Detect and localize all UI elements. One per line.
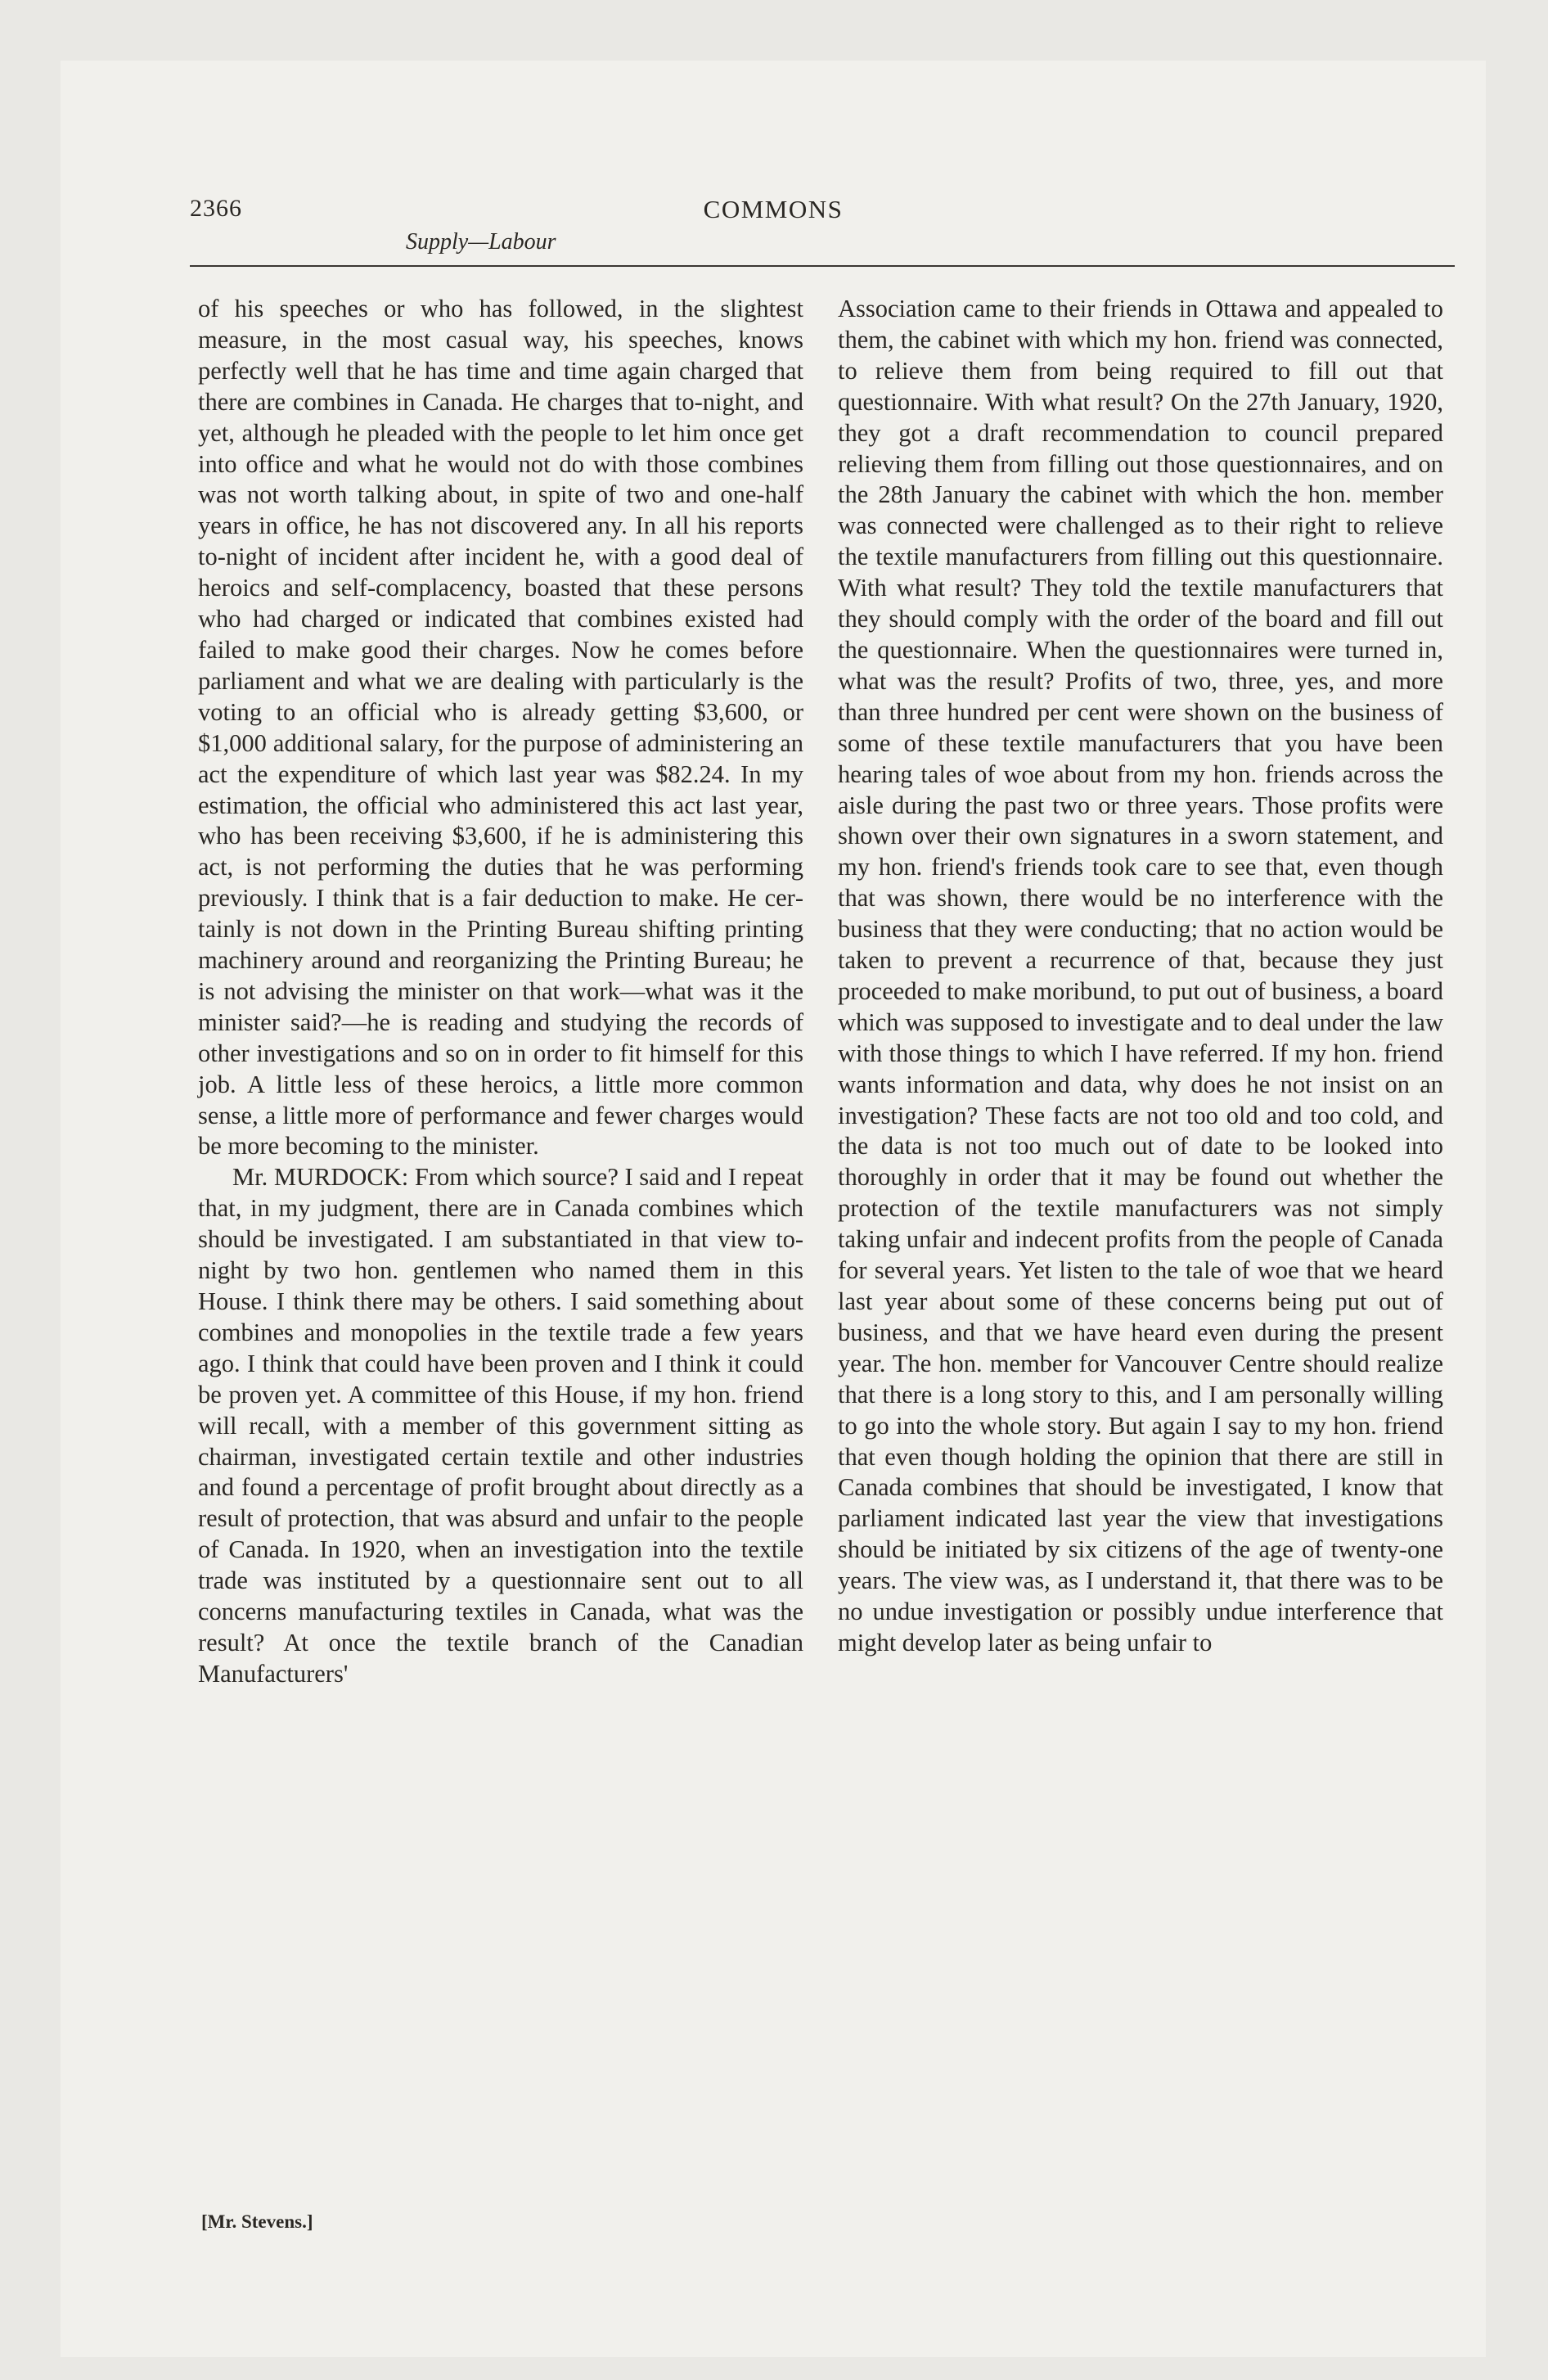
header-rule xyxy=(190,265,1455,267)
page xyxy=(61,61,1486,2357)
speaker-attribution: [Mr. Stevens.] xyxy=(201,2211,313,2232)
right-column xyxy=(838,294,1443,1659)
paragraph: of his speeches or who has followed, in the slightest measure, in the most casual way, his speeches, knows perfectly well that he has time and time again charged that there are combines in Canada. He charges that to-night, and yet, although he pleaded with the people to let him once get into office and what he would not do with those combines was not worth talking about, in spite of two and one-half years in office, he has not discovered any. In all his reports to-night of incident after incident he, with a good deal of heroics and self-complacency, boasted that these persons who had charged or indicated that combines existed had failed to make good their charges. Now he comes before parliament and what we are dealing with particularly is the voting to an official who is already getting $3,600, or $1,000 additional salary, for the purpose of administering an act the expenditure of which last year was $82.24. In my estimation, the official who administered this act last year, who has been receiving $3,600, if he is administering this act, is not performing the duties that he was performing previously. I think that is a fair deduction to make. He certainly is not down in the Printing Bureau shifting printing machinery around and reorganizing the Printing Bureau; he is not advising the minister on that work—what was it the minister said?—he is reading and studying the records of other investigations and so on in order to fit himself for this job. A little less of these heroics, a little more common sense, a little more of performance and fewer charges would be more becoming to the minister. xyxy=(198,295,803,1161)
page-number: 2366 xyxy=(190,195,242,222)
left-column xyxy=(198,294,803,1690)
running-head: COMMONS xyxy=(703,195,844,223)
paragraph-murdock: Mr. MURDOCK: From which source? I said and I repeat that, in my judgment, there are in Canada combines which should be investigated. I am substantiated in that view to-night by two hon. gentlemen who named them in this House. I think there may be others. I said something about combines and monopolies in the textile trade a few years ago. I think that could have been proven and I think it could be proven yet. A committee of this House, if my hon. friend will recall, with a member of this government sitting as chairman, investigated certain textile and other industries and found a percentage of profit brought about directly as a result of protection, that was absurd and unfair to the people of Canada. In 1920, when an investigation into the textile trade was instituted by a questionnaire sent out to all concerns manufacturing textiles in Canada, what was the result? At once the textile branch of the Canadian Manufacturers' xyxy=(198,1163,803,1688)
paragraph: Association came to their friends in Ottawa and appealed to them, the cabinet with which my hon. friend was connected, to relieve them from being required to fill out that questionnaire. With what result? On the 27th January, 1920, they got a draft recommendation to council prepared relieving them from filling out those questionnaires, and on the 28th January the cabinet with which the hon. member was connected were challenged as to their right to relieve the textile manufacturers from filling out this questionnaire. With what result? They told the textile manufacturers that they should comply with the order of the board and fill out the questionnaire. When the questionnaires were turned in, what was the result? Profits of two, three, yes, and more than three hundred per cent were shown on the business of some of these textile manufacturers that you have been hearing tales of woe about from my hon. friends across the aisle during the past two or three years. Those profits were shown over their own signatures in a sworn statement, and my hon. friend's friends took care to see that, even though that was shown, there would be no interference with the business that they were conducting; that no action would be taken to prevent a recurrence of that, because they just proceeded to make moribund, to put out of business, a board which was supposed to investigate and to deal under the law with those things to which I have referred. If my hon. friend wants information and data, why does he not insist on an investigation? These facts are not too old and too cold, and the data is not too much out of date to be looked into thoroughly in order that it may be found out whether the protection of the textile manufacturers was not simply taking unfair and indecent profits from the people of Canada for several years. Yet listen to the tale of woe that we heard last year about some of these concerns being put out of business, and that we have heard even during the present year. The hon. member for Vancouver Centre should realize that there is a long story to this, and I am personally willing to go into the whole story. But again I say to my hon. friend that even though holding the opinion that there are still in Canada combines that should be investigated, I know that parliament indicated last year the view that investigations should be initiated by six citizens of the age of twenty-one years. The view was, as I understand it, that there was to be no undue investigation or possibly undue interference that might develop later as being unfair to xyxy=(838,295,1443,1657)
section-heading: Supply—Labour xyxy=(406,229,556,255)
